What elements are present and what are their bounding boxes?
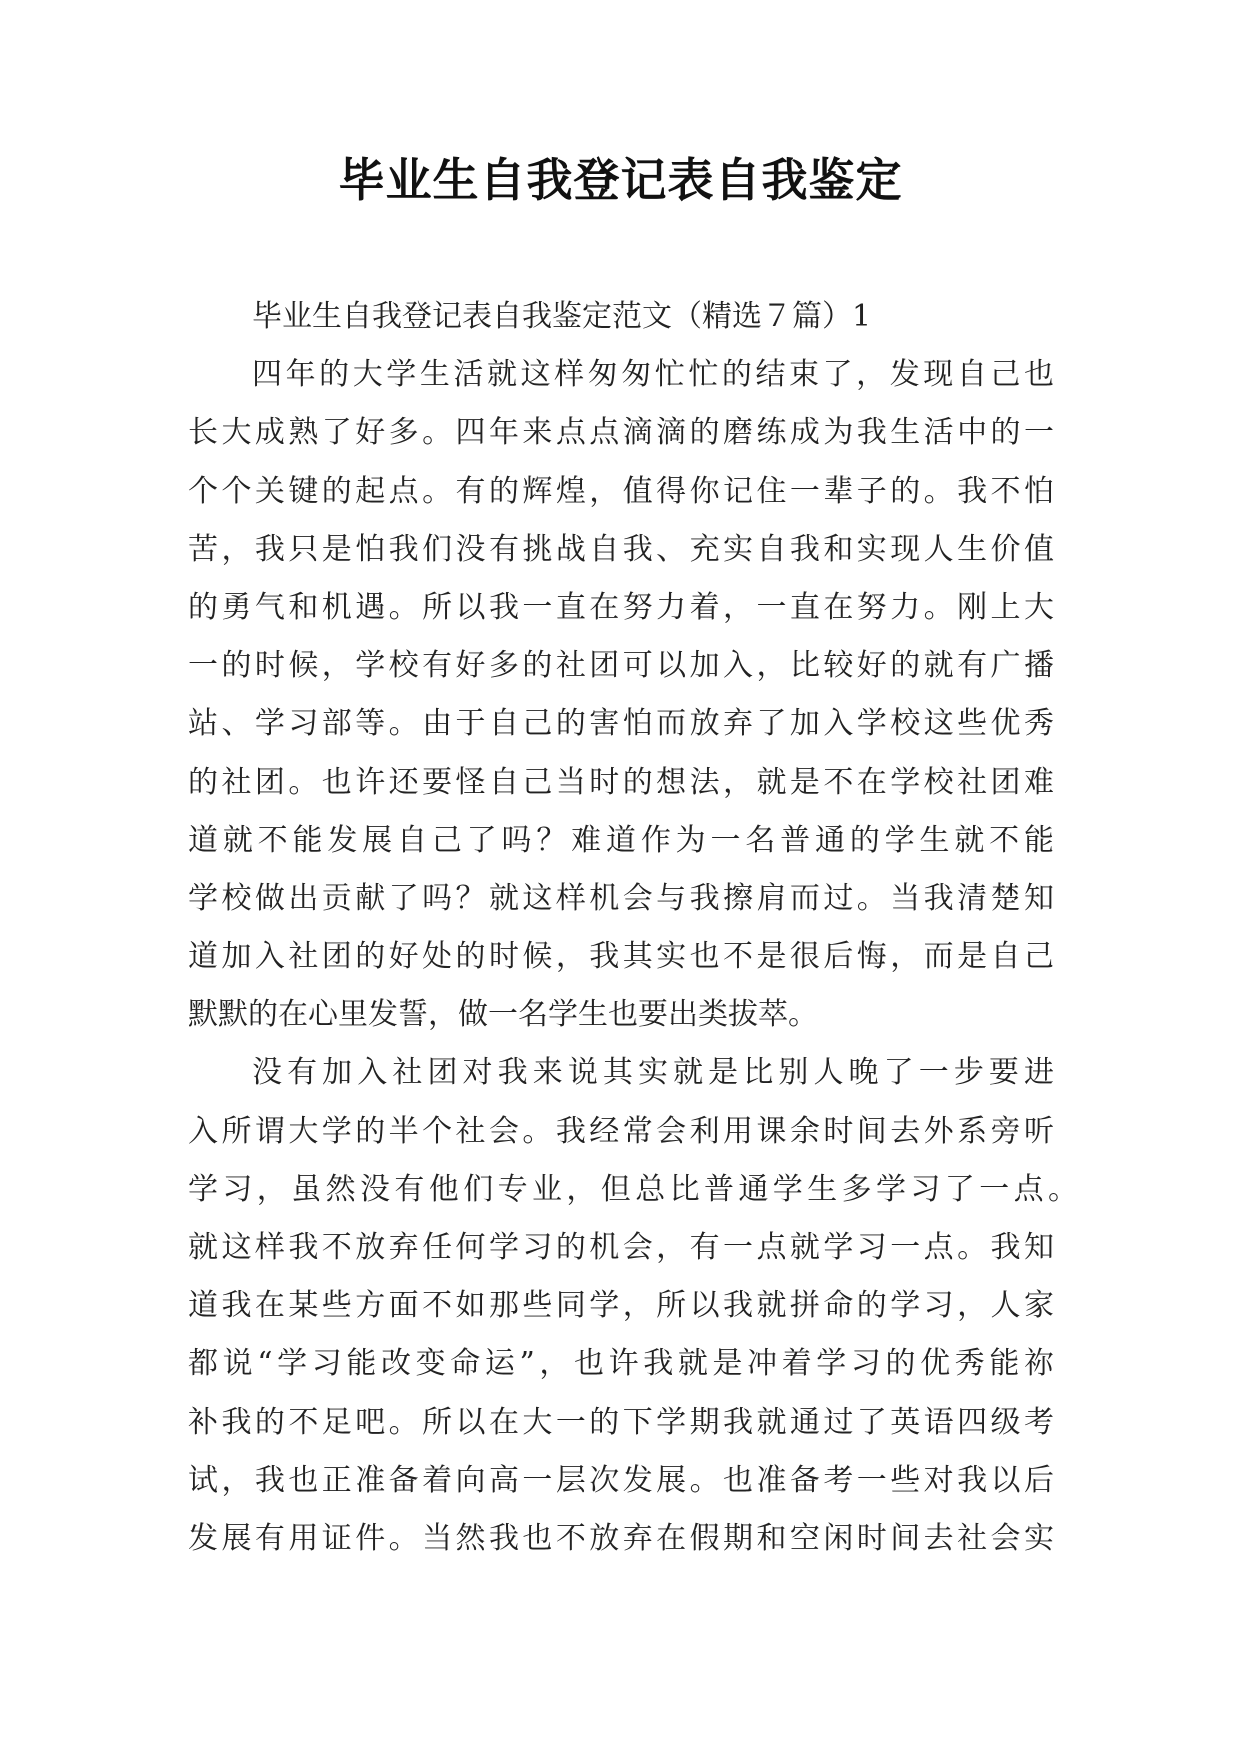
paragraph-line: 长大成熟了好多。四年来点点滴滴的磨练成为我生活中的一 (188, 415, 1054, 451)
document-title: 毕业生自我登记表自我鉴定 (338, 153, 903, 207)
paragraph-line: 补我的不足吧。所以在大一的下学期我就通过了英语四级考 (188, 1404, 1054, 1440)
subtitle-line: 毕业生自我登记表自我鉴定范文（精选７篇）1 (252, 299, 872, 334)
paragraph-line: 个个关键的起点。有的辉煌，值得你记住一辈子的。我不怕 (188, 473, 1054, 509)
paragraph-line: 道加入社团的好处的时候，我其实也不是很后悔，而是自己 (188, 939, 1054, 975)
paragraph-line: 道就不能发展自己了吗？难道作为一名普通的学生就不能 (188, 822, 1054, 858)
paragraph-line: 道我在某些方面不如那些同学，所以我就拼命的学习，人家 (188, 1288, 1054, 1324)
paragraph-line: 都说“学习能改变命运”，也许我就是冲着学习的优秀能祢 (188, 1346, 1054, 1382)
document-body (188, 288, 1078, 1568)
paragraph-line: 就这样我不放弃任何学习的机会，有一点就学习一点。我知 (188, 1230, 1054, 1265)
paragraph-line: 苦，我只是怕我们没有挑战自我、充实自我和实现人生价值 (188, 531, 1054, 567)
paragraph-line: 试，我也正准备着向高一层次发展。也准备考一些对我以后 (188, 1462, 1054, 1498)
paragraph-line: 学习，虽然没有他们专业，但总比普通学生多学习了一点。 (188, 1171, 1078, 1207)
paragraph-line: 的勇气和机遇。所以我一直在努力着，一直在努力。刚上大 (188, 589, 1054, 625)
paragraph-line: 四年的大学生活就这样匆匆忙忙的结束了，发现自己也 (252, 357, 1054, 393)
paragraph-line: 一的时候，学校有好多的社团可以加入，比较好的就有广播 (188, 648, 1054, 684)
paragraph-line: 没有加入社团对我来说其实就是比别人晚了一步要进 (252, 1055, 1054, 1091)
paragraph-line: 站、学习部等。由于自己的害怕而放弃了加入学校这些优秀 (188, 706, 1054, 742)
paragraph-line: 默默的在心里发誓，做一名学生也要出类拔萃。 (188, 997, 818, 1033)
paragraph-line: 的社团。也许还要怪自己当时的想法，就是不在学校社团难 (188, 764, 1054, 800)
paragraph-line: 发展有用证件。当然我也不放弃在假期和空闲时间去社会实 (188, 1520, 1054, 1556)
paragraph-line: 入所谓大学的半个社会。我经常会利用课余时间去外系旁听 (188, 1113, 1054, 1149)
paragraph-line: 学校做出贡献了吗？就这样机会与我擦肩而过。当我清楚知 (188, 880, 1054, 916)
